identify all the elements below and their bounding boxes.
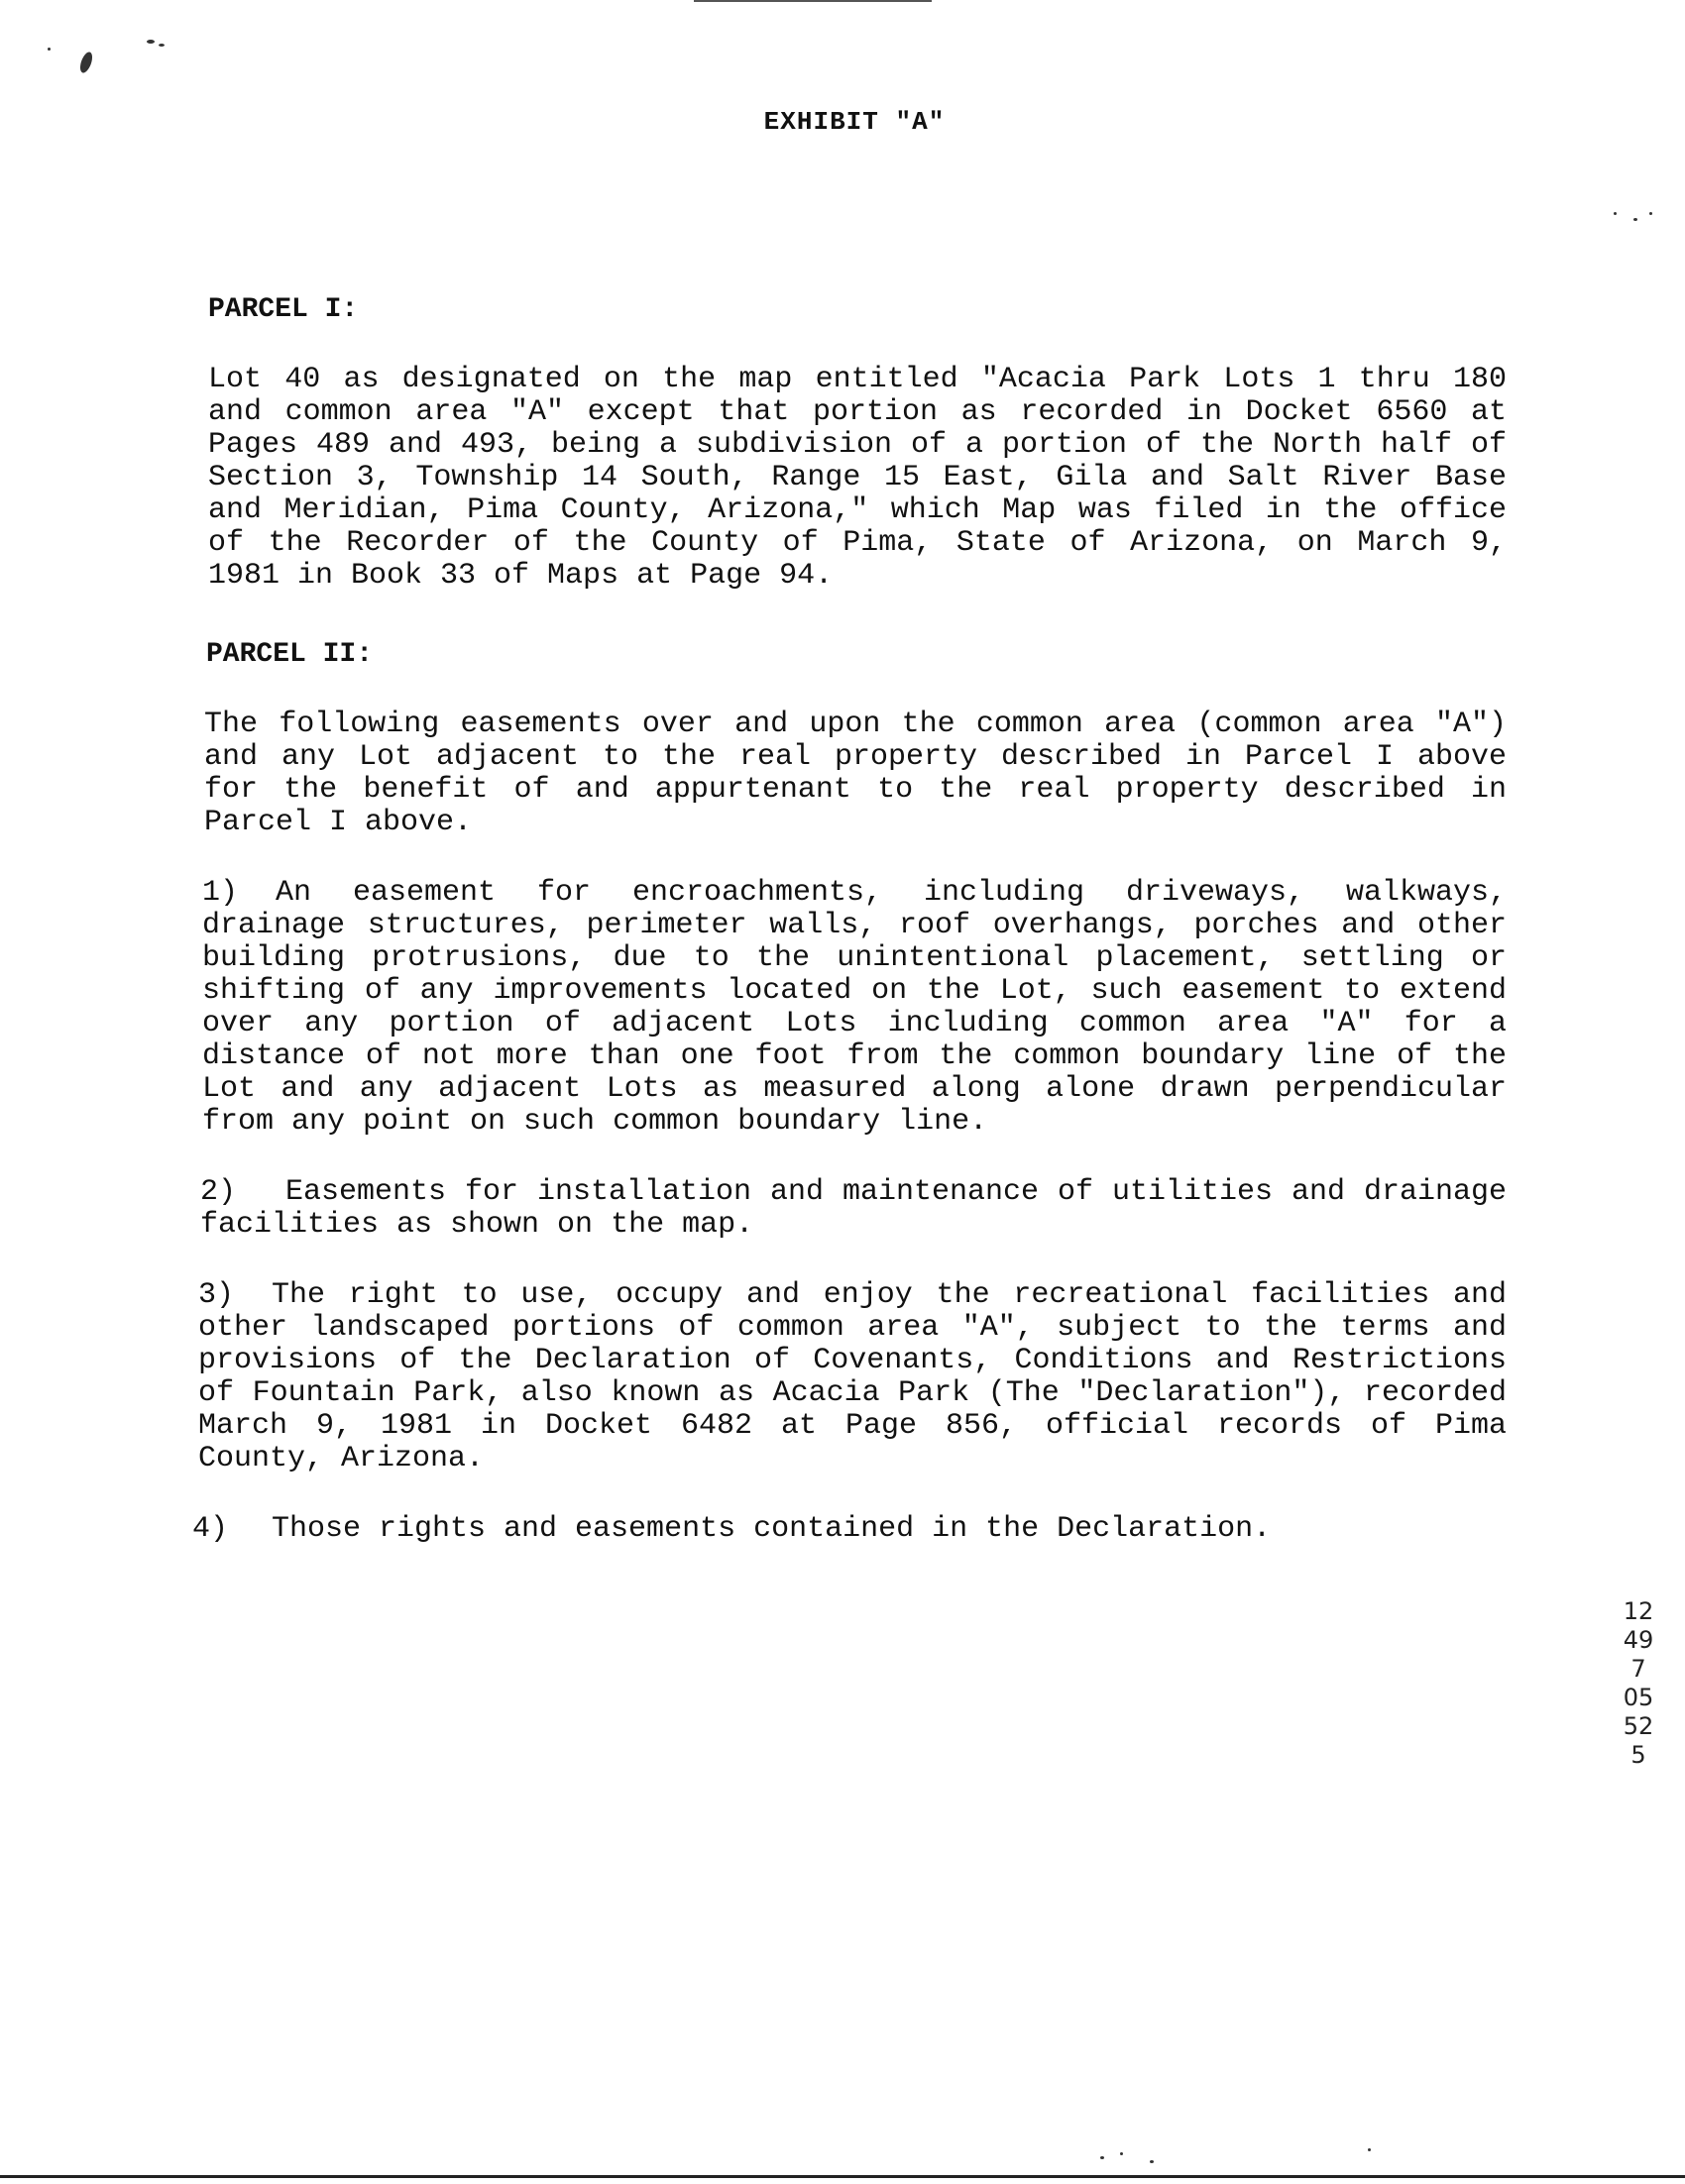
- easement-item-number: 4): [192, 1512, 229, 1546]
- scan-speck: [1633, 218, 1637, 221]
- easement-item-2: [200, 1176, 1507, 1242]
- easement-item-text: An easement for encroachments, including driveways, walkways, drainage structures, perimeter walls, roof overhangs, porches and other building protrusions, due to the unintentional placement, settling or shifting of any improvements located on the Lot, such easement to extend over any portion of adjacent Lots including common area "A" for a distance of not more than one foot from the common boundary line of the Lot and any adjacent Lots as measured along alone drawn perpendicular from any point on such common boundary line.: [202, 876, 1507, 1139]
- parcel-1-description: Lot 40 as designated on the map entitled "Acacia Park Lots 1 thru 180 and common area "A" except that portion as recorded in Docket 6560 at Pages 489 and 493, being a subdivision of a portion of the North half of Section 3, Township 14 South, Range 15 East, Gila and Salt River Base and Meridian, Pima County, Arizona," which Map was filed in the office of the Recorder of the County of Pima, State of Arizona, on March 9, 1981 in Book 33 of Maps at Page 94.: [208, 363, 1507, 593]
- recording-stamp: 12497 05525: [1623, 1597, 1654, 1769]
- scan-speck: [1120, 2152, 1123, 2155]
- scan-speck: [1100, 2156, 1104, 2159]
- parcel-1-heading: PARCEL I:: [208, 294, 359, 325]
- exhibit-title: EXHIBIT "A": [763, 107, 946, 137]
- parcel-2-heading: PARCEL II:: [206, 639, 374, 670]
- scan-speck: [1150, 2160, 1154, 2163]
- scan-speck: [1614, 212, 1617, 215]
- scan-speck: [1368, 2148, 1371, 2151]
- easement-item-4: [192, 1513, 1507, 1546]
- parcel-2-intro: The following easements over and upon the common area (common area "A") and any Lot adjacent to the real property described in Parcel I above for the benefit of and appurtenant to the real property described in Parcel I above.: [204, 708, 1507, 839]
- document-body: [192, 293, 1507, 1583]
- easement-item-3: [198, 1279, 1507, 1475]
- easement-item-text: The right to use, occupy and enjoy the recreational facilities and other landscaped portions of common area "A", subject to the terms and provisions of the Declaration of Covenants, Conditions and Restrictions of Fountain Park, also known as Acacia Park (The "Declaration"), recorded March 9, 1981 in Docket 6482 at Page 856, official records of Pima County, Arizona.: [198, 1278, 1507, 1475]
- easement-item-number: 2): [200, 1175, 237, 1209]
- easement-item-text: Easements for installation and maintenance of utilities and drainage facilities as shown on the map.: [200, 1175, 1507, 1242]
- easement-item-1: [202, 877, 1507, 1139]
- scan-speck: [78, 51, 95, 74]
- easement-item-number: 3): [198, 1278, 235, 1312]
- scan-speck: [159, 44, 165, 47]
- easement-item-text: Those rights and easements contained in the Declaration.: [272, 1512, 1272, 1546]
- scan-speck: [147, 40, 155, 44]
- scan-speck: [48, 48, 51, 51]
- scan-bottom-edge: [0, 2175, 1685, 2178]
- scan-speck: [1649, 212, 1652, 215]
- scan-top-edge: [694, 0, 932, 2]
- easement-item-number: 1): [202, 876, 239, 910]
